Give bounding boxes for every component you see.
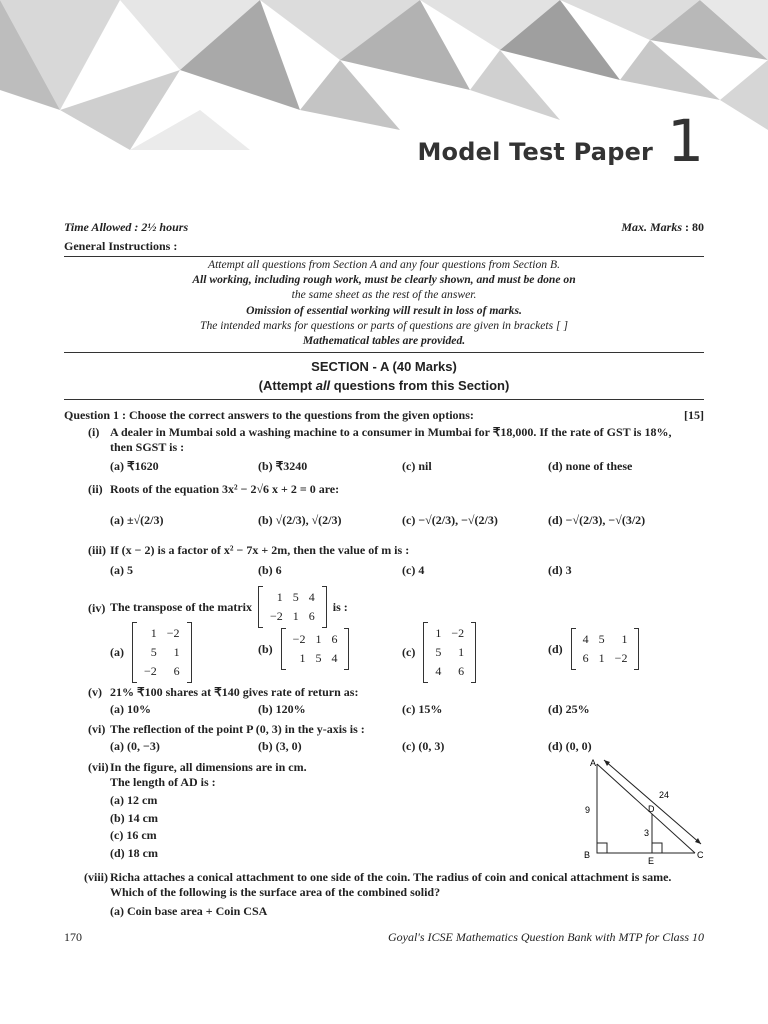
matrix xyxy=(132,622,192,683)
option-c: (c) −√(2/3), −√(2/3) xyxy=(402,513,498,527)
matrix-cell: 6 xyxy=(582,651,589,665)
page-footer xyxy=(64,930,704,945)
label-e: E xyxy=(648,856,655,866)
option-b: (b) −2 1 6 1 5 4 xyxy=(258,628,349,670)
matrix-cell: 5 xyxy=(598,632,605,646)
matrix-cell: −2 xyxy=(166,626,180,640)
matrix-cell: 5 xyxy=(150,645,157,659)
instruction-line: Omission of essential working will result in loss of marks. xyxy=(246,303,522,317)
matrix-cell: −2 xyxy=(292,632,306,646)
item-label: (i) xyxy=(88,425,100,439)
matrix-cell: 1 xyxy=(292,609,299,623)
option-d: (d) 4 5 1 6 1 −2 xyxy=(548,628,639,670)
question-1-marks: [15] xyxy=(684,408,704,422)
option-b: (b) (3, 0) xyxy=(258,739,302,753)
matrix xyxy=(281,628,350,670)
option-b: (b) 14 cm xyxy=(110,811,158,825)
label-ac: 24 xyxy=(659,790,670,800)
option-d: (d) 3 xyxy=(548,563,572,577)
time-allowed: Time Allowed : 2½ hours xyxy=(64,220,189,234)
option-d: (d) none of these xyxy=(548,459,633,473)
option-b: (b) 6 xyxy=(258,563,282,577)
item-label: (v) xyxy=(88,685,102,699)
option-c: (c) 16 cm xyxy=(110,828,157,842)
matrix-cell: 6 xyxy=(458,664,465,678)
paper-number: 1 xyxy=(667,107,704,175)
label-c: C xyxy=(697,850,704,860)
label-a: A xyxy=(590,758,597,768)
option-a: (a) (0, −3) xyxy=(110,739,160,753)
label-de: 3 xyxy=(644,828,650,838)
matrix xyxy=(423,622,476,683)
option-d: (d) −√(2/3), −√(3/2) xyxy=(548,513,646,527)
option-b: (b) ₹3240 xyxy=(258,459,308,473)
divider xyxy=(64,399,704,400)
matrix xyxy=(258,586,327,628)
section-title: SECTION - A (40 Marks) xyxy=(311,359,457,374)
option-c: (c) 1 −2 5 1 4 6 xyxy=(402,622,476,683)
matrix xyxy=(571,628,640,670)
max-marks: Max. Marks : 80 xyxy=(621,220,704,234)
title-block xyxy=(417,107,704,175)
item-ii-text: Roots of the equation 3x² − 2√6 x + 2 = 0 are: xyxy=(110,482,340,496)
section-subtitle: (Attempt all questions from this Section) xyxy=(258,378,510,393)
option-c: (c) 4 xyxy=(402,563,425,577)
matrix-cell: −2 xyxy=(144,664,157,678)
matrix-cell: 4 xyxy=(308,590,315,604)
matrix-cell: 1 xyxy=(598,651,605,665)
item-i-text: A dealer in Mumbai sold a washing machine to a consumer in Mumbai for ₹18,000. If the rate of GST is 18%, then SGST is : xyxy=(110,425,672,454)
general-instructions-label: General Instructions : xyxy=(64,239,178,253)
item-vi-text: The reflection of the point P (0, 3) in the y-axis is : xyxy=(110,722,365,736)
instruction-line: Attempt all questions from Section A and any four questions from Section B. xyxy=(208,258,560,271)
matrix-cell: 5 xyxy=(292,590,299,604)
matrix-cell: 4 xyxy=(435,664,442,678)
option-a: (a) 10% xyxy=(110,702,151,716)
option-d: (d) 18 cm xyxy=(110,846,158,860)
divider xyxy=(64,352,704,353)
item-viii-text: Richa attaches a conical attachment to one side of the coin. The radius of coin and conical attachment is same. Which of the following is the surface area of the combined solid? xyxy=(110,870,672,899)
matrix-cell: −2 xyxy=(614,651,628,665)
item-iii-text: If (x − 2) is a factor of x² − 7x + 2m, then the value of m is : xyxy=(110,543,410,557)
item-vii-text: In the figure, all dimensions are in cm. The length of AD is : xyxy=(110,760,307,789)
instruction-line: the same sheet as the rest of the answer. xyxy=(291,288,477,302)
triangle-figure xyxy=(580,758,710,866)
matrix-cell: 1 xyxy=(315,632,322,646)
matrix-cell: 5 xyxy=(435,645,442,659)
item-label: (iii) xyxy=(88,543,106,557)
instructions xyxy=(64,257,704,348)
matrix-cell: 1 xyxy=(435,626,442,640)
option-a: (a) 5 xyxy=(110,563,133,577)
option-a: (a) 1 −2 5 1 −2 6 xyxy=(110,622,192,683)
matrix-cell: −2 xyxy=(269,609,283,623)
label-d: D xyxy=(648,804,655,814)
option-b: (b) 120% xyxy=(258,702,306,716)
option-a: (a) ₹1620 xyxy=(110,459,159,473)
item-label: (vii) xyxy=(88,760,109,774)
page-title: Model Test Paper xyxy=(417,138,654,166)
item-label: (ii) xyxy=(88,482,103,496)
item-label: (iv) xyxy=(88,601,106,615)
label-ab: 9 xyxy=(585,805,591,815)
item-v-text: 21% ₹100 shares at ₹140 gives rate of return as: xyxy=(110,685,359,699)
option-d: (d) (0, 0) xyxy=(548,739,592,753)
option-a: (a) ±√(2/3) xyxy=(110,513,164,527)
item-iv-text: The transpose of the matrix 1 5 4 −2 1 6 is : xyxy=(110,586,348,628)
instruction-line: The intended marks for questions or parts of questions are given in brackets [ ] xyxy=(200,318,568,332)
instruction-line: Mathematical tables are provided. xyxy=(302,334,466,348)
matrix-cell: 1 xyxy=(173,645,180,659)
item-label: (vi) xyxy=(88,722,106,736)
page-number: 170 xyxy=(64,930,82,944)
label-b: B xyxy=(584,850,591,860)
matrix-cell: −2 xyxy=(451,626,465,640)
matrix-cell: 1 xyxy=(150,626,157,640)
meta-row xyxy=(64,220,704,235)
matrix-cell: 4 xyxy=(331,651,338,665)
matrix-cell: 4 xyxy=(582,632,589,646)
matrix-cell: 6 xyxy=(308,609,315,623)
matrix-cell: 6 xyxy=(331,632,338,646)
option-a: (a) Coin base area + Coin CSA xyxy=(110,904,268,918)
matrix-cell: 6 xyxy=(173,664,180,678)
option-a: (a) 12 cm xyxy=(110,793,158,807)
option-c: (c) 15% xyxy=(402,702,443,716)
matrix-cell: 5 xyxy=(315,651,322,665)
matrix-cell: 1 xyxy=(458,645,465,659)
matrix-cell: 1 xyxy=(276,590,283,604)
instruction-line: All working, including rough work, must be clearly shown, and must be done on xyxy=(192,273,576,287)
option-c: (c) (0, 3) xyxy=(402,739,445,753)
item-label: (viii) xyxy=(84,870,108,884)
option-c: (c) nil xyxy=(402,459,432,473)
question-1-heading: Question 1 : Choose the correct answers to the questions from the given options: xyxy=(64,408,474,422)
option-d: (d) 25% xyxy=(548,702,590,716)
matrix-cell: 1 xyxy=(299,651,306,665)
option-b: (b) √(2/3), √(2/3) xyxy=(258,513,342,527)
book-title: Goyal's ICSE Mathematics Question Bank with MTP for Class 10 xyxy=(387,930,704,944)
matrix-cell: 1 xyxy=(621,632,628,646)
